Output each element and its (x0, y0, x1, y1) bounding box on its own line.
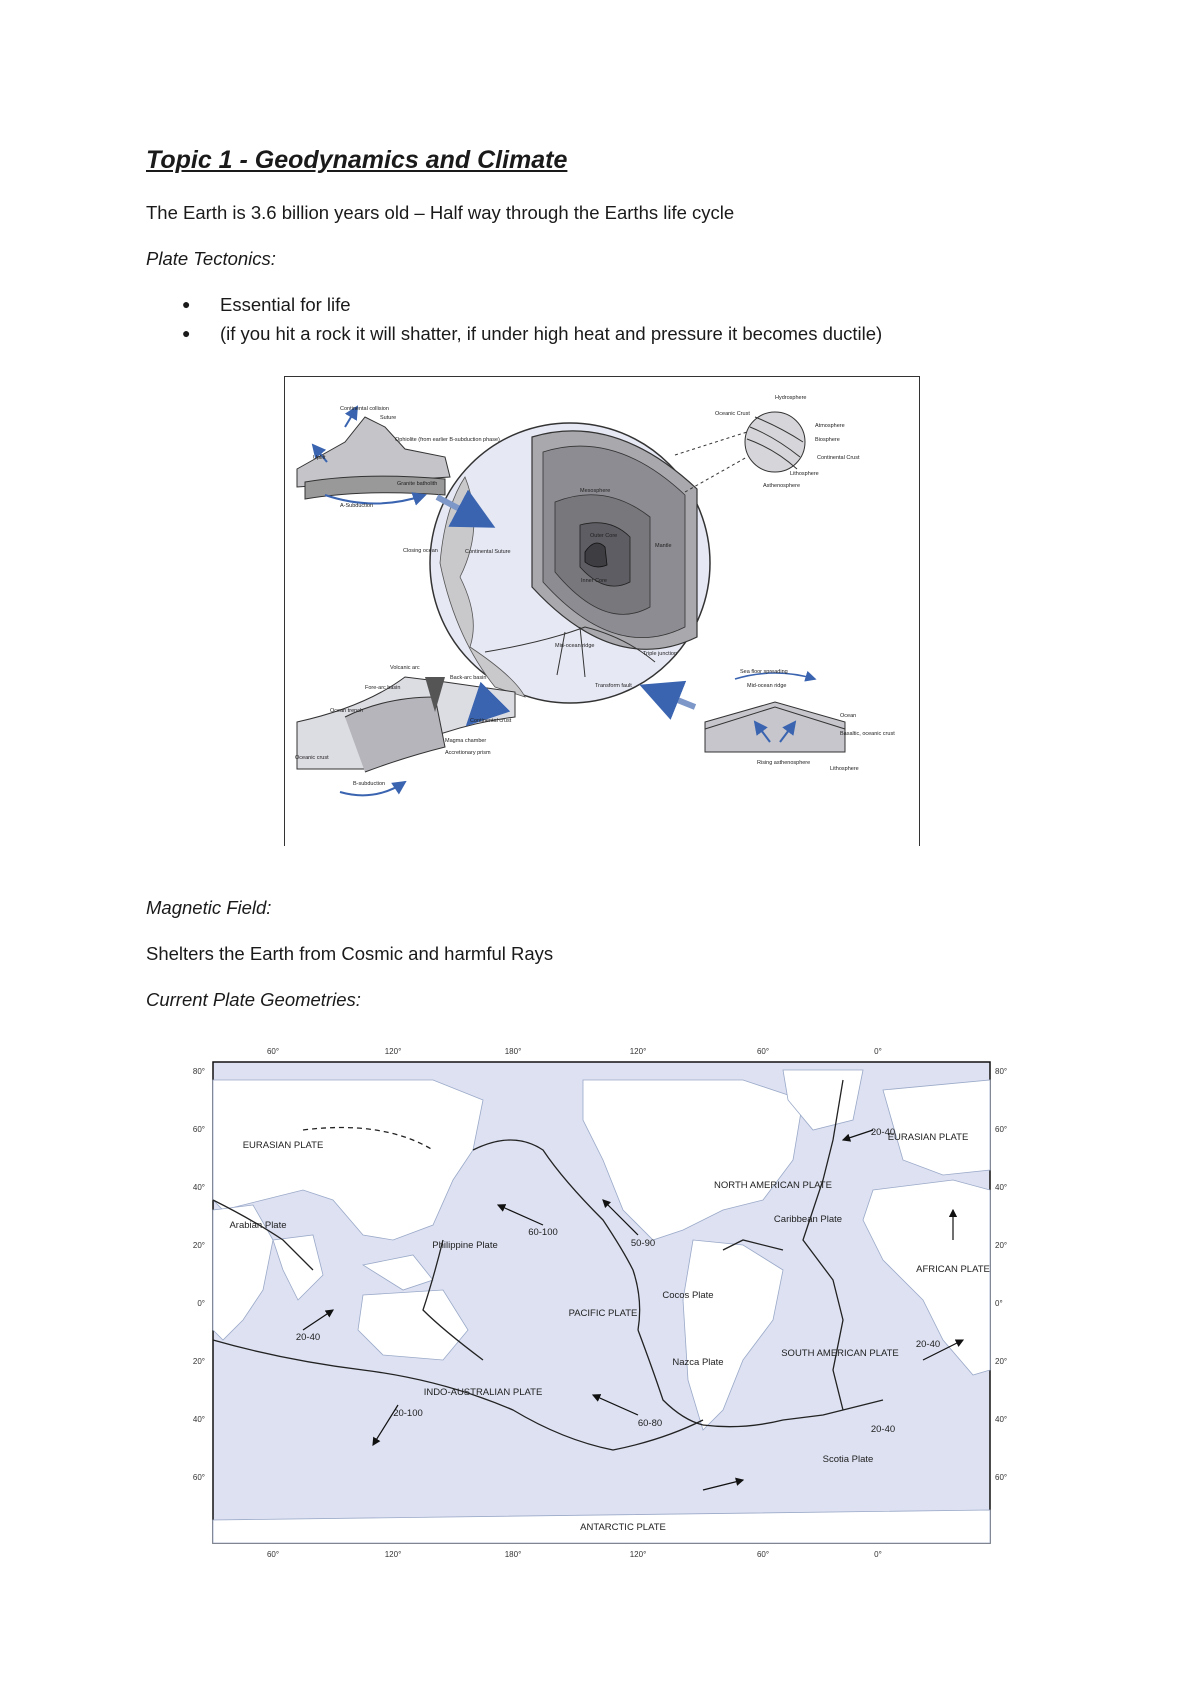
plate-geometries-heading: Current Plate Geometries: (146, 989, 361, 1010)
label-eurasian-left: EURASIAN PLATE (242, 1140, 324, 1151)
label-a-subduction: A-Subduction (340, 503, 374, 509)
label-caribbean: Caribbean Plate (773, 1214, 843, 1225)
right-tick-label: 40° (995, 1415, 1008, 1424)
rate-label: 60-80 (637, 1418, 663, 1429)
top-tick-label: 0° (874, 1047, 882, 1056)
plate-map-figure (183, 1040, 1023, 1565)
label-asthenosphere: Asthenosphere (763, 483, 800, 489)
right-tick-label: 0° (995, 1299, 1003, 1308)
bottom-tick-label: 120° (629, 1550, 647, 1559)
label-inner-core: Inner Core (581, 578, 607, 584)
label-antarctic: ANTARCTIC PLATE (580, 1522, 666, 1533)
earth-structure-diagram (285, 377, 919, 845)
rate-label: 20-40 (870, 1127, 896, 1138)
label-philippine: Philippine Plate (432, 1240, 498, 1251)
bottom-tick-label: 120° (384, 1550, 402, 1559)
label-mid-ocean-ridge-b: Mid-ocean ridge (747, 683, 787, 689)
rate-label: 20-40 (295, 1332, 321, 1343)
label-continental-crust: Continental Crust (817, 455, 860, 461)
left-tick-label: 20° (192, 1357, 205, 1366)
right-tick-label: 60° (995, 1125, 1008, 1134)
label-continental-suture: Continental Suture (465, 549, 511, 555)
top-tick-label: 120° (629, 1047, 647, 1056)
label-nazca: Nazca Plate (672, 1357, 724, 1368)
bottom-tick-label: 60° (756, 1550, 770, 1559)
top-tick-label: 60° (756, 1047, 770, 1056)
intro-text: The Earth is 3.6 billion years old – Half way through the Earths life cycle (146, 202, 735, 223)
label-continental-collision: Continental collision (340, 406, 389, 412)
right-tick-label: 20° (995, 1241, 1008, 1250)
left-tick-label: 40° (192, 1183, 205, 1192)
label-continental-crust-b: Continental crust (470, 718, 512, 724)
label-b-subduction: B-subduction (353, 781, 386, 787)
label-cocos: Cocos Plate (662, 1290, 714, 1301)
left-tick-label: 40° (192, 1415, 205, 1424)
label-north-american: NORTH AMERICAN PLATE (714, 1180, 832, 1191)
layers-inset (675, 412, 805, 492)
plate-boundary-map (183, 1040, 1023, 1565)
rate-label: 20-40 (870, 1424, 896, 1435)
rate-label: 60-100 (528, 1227, 558, 1238)
label-transform-fault: Transform fault (595, 683, 632, 689)
label-basaltic-crust: Basaltic, oceanic crust (840, 731, 895, 737)
label-pacific: PACIFIC PLATE (568, 1308, 638, 1319)
label-hydrosphere: Hydrosphere (775, 395, 807, 401)
rate-label: 20-100 (393, 1408, 423, 1419)
label-volcanic-arc: Volcanic arc (390, 665, 420, 671)
label-sea-floor-spreading: Sea floor spreading (740, 669, 788, 675)
left-tick-label: 60° (192, 1473, 205, 1482)
label-suture: Suture (380, 415, 397, 421)
label-accretionary-prism: Accretionary prism (445, 750, 491, 756)
label-eurasian-right: EURASIAN PLATE (887, 1132, 969, 1143)
label-closing-ocean: Closing ocean (403, 548, 438, 554)
left-tick-label: 80° (192, 1067, 205, 1076)
bullet-item: ● Essential for life (182, 294, 351, 315)
bottom-tick-label: 60° (266, 1550, 280, 1559)
label-triple-junction: Triple junction (643, 651, 678, 657)
magnetic-field-text: Shelters the Earth from Cosmic and harmful Rays (146, 943, 554, 964)
right-tick-label: 80° (995, 1067, 1008, 1076)
label-indo-australian: INDO-AUSTRALIAN PLATE (423, 1387, 543, 1398)
label-ocean-trench: Ocean trench (330, 708, 364, 714)
label-mantle: Mantle (655, 543, 672, 549)
label-african: AFRICAN PLATE (916, 1264, 990, 1275)
rate-label: 20-40 (915, 1339, 941, 1350)
top-tick-label: 180° (504, 1047, 522, 1056)
label-biosphere: Biosphere (815, 437, 840, 443)
right-tick-label: 40° (995, 1183, 1008, 1192)
left-tick-label: 60° (192, 1125, 205, 1134)
label-rising-asthenosphere: Rising asthenosphere (757, 760, 811, 766)
plate-tectonics-heading: Plate Tectonics: (146, 248, 276, 269)
label-uplift: Uplift (313, 455, 326, 461)
label-oceanic-crust: Oceanic Crust (715, 411, 750, 417)
label-lithosphere-b: Lithosphere (830, 766, 859, 772)
label-atmosphere: Atmosphere (815, 423, 845, 429)
magnetic-field-heading: Magnetic Field: (146, 897, 272, 918)
label-granite-batholith: Granite batholith (397, 481, 438, 487)
label-oceanic-crust-b: Oceanic crust (295, 755, 329, 761)
label-back-arc-basin: Back-arc basin (450, 675, 487, 681)
label-arabian: Arabian Plate (229, 1220, 287, 1231)
label-outer-core: Outer Core (590, 533, 618, 539)
top-tick-label: 120° (384, 1047, 402, 1056)
right-tick-label: 60° (995, 1473, 1008, 1482)
top-tick-label: 60° (266, 1047, 280, 1056)
label-fore-arc-basin: Fore-arc basin (365, 685, 401, 691)
right-tick-label: 20° (995, 1357, 1008, 1366)
label-mid-ocean-ridge: Mid-ocean ridge (555, 643, 595, 649)
label-magma-chamber: Magma chamber (445, 738, 487, 744)
globe (430, 423, 710, 703)
bullet-icon: ● (182, 325, 191, 341)
label-ocean: Ocean (840, 713, 857, 719)
rate-label: 50-90 (630, 1238, 656, 1249)
label-mesosphere: Mesosphere (580, 488, 611, 494)
label-scotia: Scotia Plate (822, 1454, 874, 1465)
label-lithosphere: Lithosphere (790, 471, 819, 477)
left-tick-label: 20° (192, 1241, 205, 1250)
earth-structure-figure (284, 376, 920, 846)
bullet-icon: ● (182, 296, 191, 312)
label-ophiolite: Ophiolite (from earlier B-subduction phase) (395, 437, 500, 443)
bottom-tick-label: 180° (504, 1550, 522, 1559)
bottom-tick-label: 0° (874, 1550, 882, 1559)
left-tick-label: 0° (197, 1299, 205, 1308)
bullet-item: ● (if you hit a rock it will shatter, if under high heat and pressure it becomes ductile) (182, 323, 883, 344)
page-title: Topic 1 - Geodynamics and Climate (146, 146, 568, 174)
subduction-inset (297, 677, 515, 795)
label-south-american: SOUTH AMERICAN PLATE (781, 1348, 899, 1359)
